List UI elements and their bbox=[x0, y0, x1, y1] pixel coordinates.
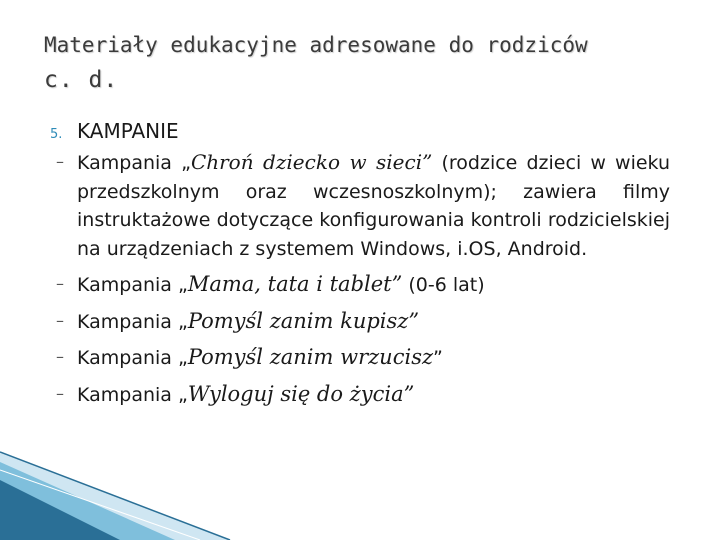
dash-bullet-icon: – bbox=[56, 274, 64, 293]
item-suffix: (rodzice dzieci w wieku przedszkolnym oraz wczesnoszkolnym); zawiera filmy instruktażowe dotyczące konfigurowania kontroli rodzicielskiej na urządzeniach z systemem Windows, i.OS, Android. bbox=[77, 152, 671, 260]
list-item bbox=[50, 343, 670, 373]
campaign-name: Wyloguj się do życia” bbox=[187, 381, 415, 406]
dash-bullet-icon: – bbox=[56, 310, 64, 330]
item-prefix: Kampania „ bbox=[77, 274, 188, 296]
slide-content bbox=[50, 118, 670, 409]
list-item bbox=[50, 148, 670, 263]
section-number: 5. bbox=[50, 127, 63, 142]
campaign-name: Pomyśl zanim wrzucisz bbox=[187, 345, 434, 369]
campaign-name: Pomyśl zanim kupisz” bbox=[187, 308, 420, 333]
item-prefix: Kampania „ bbox=[77, 152, 191, 174]
dash-bullet-icon: – bbox=[56, 152, 64, 171]
slide-footer-decoration bbox=[0, 450, 720, 540]
item-suffix: ” bbox=[433, 347, 443, 369]
list-item bbox=[50, 270, 670, 300]
campaign-list bbox=[50, 148, 670, 409]
section-heading bbox=[50, 118, 670, 148]
item-prefix: Kampania „ bbox=[77, 347, 188, 369]
slide-title-line2: c. d. bbox=[44, 67, 119, 93]
section-label: KAMPANIE bbox=[77, 119, 179, 143]
item-prefix: Kampania „ bbox=[77, 383, 188, 406]
campaign-name: Chroń dziecko w sieci” bbox=[190, 150, 433, 174]
item-prefix: Kampania „ bbox=[77, 310, 188, 333]
slide-title-line1: Materiały edukacyjne adresowane do rodziców bbox=[44, 33, 588, 57]
campaign-name: Mama, tata i tablet” bbox=[187, 272, 403, 296]
list-item bbox=[50, 307, 670, 337]
item-suffix: (0-6 lat) bbox=[402, 274, 485, 296]
slide-title bbox=[44, 28, 684, 98]
dash-bullet-icon: – bbox=[56, 347, 64, 366]
dash-bullet-icon: – bbox=[56, 383, 64, 403]
list-item bbox=[50, 380, 670, 410]
